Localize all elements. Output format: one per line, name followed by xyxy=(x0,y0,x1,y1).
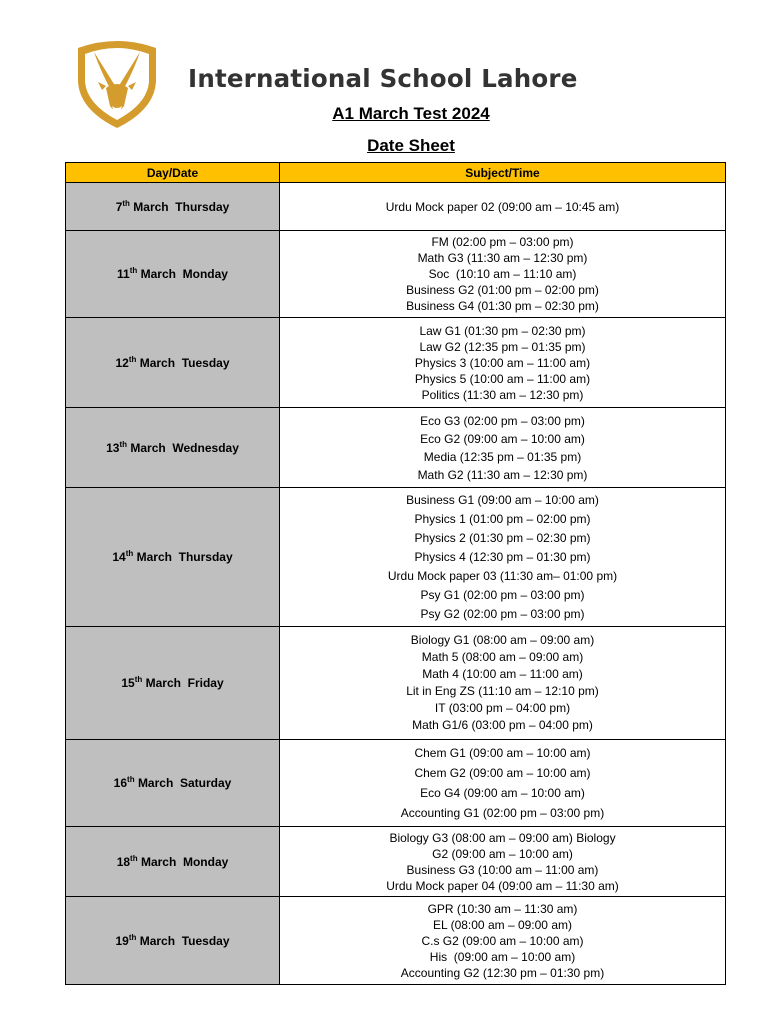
day-suffix: th xyxy=(128,932,137,942)
subject-time-cell xyxy=(280,408,726,488)
column-header-day-date: Day/Date xyxy=(66,163,280,183)
subject-time-cell xyxy=(280,183,726,231)
subject-entry: Business G3 (10:00 am – 11:00 am) xyxy=(406,862,599,877)
table-row xyxy=(66,627,726,740)
table-row xyxy=(66,318,726,408)
day-suffix: th xyxy=(130,853,138,863)
test-title: A1 March Test 2024 xyxy=(332,104,490,123)
subject-entry: Math G1/6 (03:00 pm – 04:00 pm) xyxy=(412,718,593,732)
day-month-weekday: March Tuesday xyxy=(139,933,230,948)
day-month-weekday: March Thursday xyxy=(136,550,233,564)
table-row xyxy=(66,488,726,627)
subject-entry: EL (08:00 am – 09:00 am) xyxy=(433,917,572,932)
subject-entry: Accounting G2 (12:30 pm – 01:30 pm) xyxy=(400,965,605,980)
day-number: 15 xyxy=(121,676,135,690)
table-row xyxy=(66,897,726,985)
subject-entry: Physics 1 (01:00 pm – 02:00 pm) xyxy=(414,511,591,526)
subject-entry: Math 5 (08:00 am – 09:00 am) xyxy=(421,650,584,664)
day-number: 18 xyxy=(116,854,131,869)
subject-time-cell xyxy=(280,897,726,985)
table-row xyxy=(66,740,726,827)
day-number: 19 xyxy=(115,933,129,948)
subject-entry: Soc (10:10 am – 11:10 am) xyxy=(428,267,577,281)
date-sheet-title: Date Sheet xyxy=(367,136,455,155)
table-row xyxy=(66,827,726,897)
table-header-row xyxy=(66,163,726,183)
day-number: 12 xyxy=(115,355,129,370)
school-name: International School Lahore xyxy=(188,64,578,93)
day-number: 7 xyxy=(115,199,123,214)
day-date-cell xyxy=(66,740,280,827)
table-row xyxy=(66,183,726,231)
subject-entry: Lit in Eng ZS (11:10 am – 12:10 pm) xyxy=(406,684,599,698)
day-date-cell xyxy=(66,231,280,318)
subject-time-cell xyxy=(280,740,726,827)
day-suffix: th xyxy=(129,266,138,275)
subject-entry: Business G1 (09:00 am – 10:00 am) xyxy=(406,492,599,507)
subject-entry: Physics 3 (10:00 am – 11:00 am) xyxy=(414,355,591,370)
subject-entry: Eco G2 (09:00 am – 10:00 am) xyxy=(420,431,585,446)
subject-entry: Media (12:35 pm – 01:35 pm) xyxy=(423,449,582,464)
column-header-subject-time: Subject/Time xyxy=(280,163,726,183)
subject-entry: Math 4 (10:00 am – 11:00 am) xyxy=(422,667,583,681)
subject-time-cell xyxy=(280,231,726,318)
subject-entry: His (09:00 am – 10:00 am) xyxy=(429,949,576,964)
subject-entry: Accounting G1 (02:00 pm – 03:00 pm) xyxy=(400,806,605,820)
day-suffix: th xyxy=(125,549,134,558)
subject-entry: FM (02:00 pm – 03:00 pm) xyxy=(431,235,574,249)
subject-entry: Biology G1 (08:00 am – 09:00 am) xyxy=(410,633,595,647)
subject-entry: Chem G2 (09:00 am – 10:00 am) xyxy=(414,766,591,780)
subject-entry: GPR (10:30 am – 11:30 am) xyxy=(427,901,578,916)
subject-time-cell xyxy=(280,488,726,627)
subject-entry: Business G2 (01:00 pm – 02:00 pm) xyxy=(406,283,599,297)
subject-entry: Chem G1 (09:00 am – 10:00 am) xyxy=(414,746,591,760)
day-month-weekday: March Thursday xyxy=(133,199,230,214)
day-date-cell xyxy=(66,488,280,627)
day-number: 16 xyxy=(113,776,128,790)
subject-time-cell xyxy=(280,627,726,740)
subject-entry: Business G4 (01:30 pm – 02:30 pm) xyxy=(406,299,599,313)
day-month-weekday: March Tuesday xyxy=(139,355,230,370)
day-date-cell xyxy=(66,627,280,740)
day-date-cell xyxy=(66,408,280,488)
day-date-cell xyxy=(66,318,280,408)
subject-entry: Law G2 (12:35 pm – 01:35 pm) xyxy=(419,339,586,354)
day-month-weekday: March Saturday xyxy=(137,776,232,790)
day-date-cell xyxy=(66,827,280,897)
subject-entry: Biology G3 (08:00 am – 09:00 am) Biology xyxy=(389,830,616,845)
subject-time-cell xyxy=(280,318,726,408)
subject-entry: Psy G2 (02:00 pm – 03:00 pm) xyxy=(420,606,585,621)
day-suffix: th xyxy=(122,198,130,208)
day-month-weekday: March Monday xyxy=(140,267,228,281)
day-date-cell xyxy=(66,897,280,985)
subject-entry: Physics 4 (12:30 pm – 01:30 pm) xyxy=(414,549,591,564)
day-suffix: th xyxy=(128,354,137,364)
subject-entry: C.s G2 (09:00 am – 10:00 am) xyxy=(421,933,584,948)
day-month-weekday: March Friday xyxy=(145,676,224,690)
subject-entry: Psy G1 (02:00 pm – 03:00 pm) xyxy=(420,587,585,602)
subject-entry: G2 (09:00 am – 10:00 am) xyxy=(432,846,573,861)
subject-entry: Urdu Mock paper 04 (09:00 am – 11:30 am) xyxy=(386,878,619,893)
day-suffix: th xyxy=(127,775,135,784)
day-suffix: th xyxy=(134,675,143,684)
subject-entry: Physics 5 (10:00 am – 11:00 am) xyxy=(414,371,591,386)
day-date-cell xyxy=(66,183,280,231)
date-sheet-table xyxy=(65,162,726,985)
table-row xyxy=(66,231,726,318)
subject-entry: Eco G4 (09:00 am – 10:00 am) xyxy=(420,786,585,800)
day-month-weekday: March Wednesday xyxy=(130,440,239,455)
day-month-weekday: March Monday xyxy=(140,854,229,869)
table-row xyxy=(66,408,726,488)
day-suffix: th xyxy=(119,439,128,449)
subject-entry: Urdu Mock paper 03 (11:30 am– 01:00 pm) xyxy=(387,568,618,583)
subject-entry: Urdu Mock paper 02 (09:00 am – 10:45 am) xyxy=(385,199,620,214)
subject-entry: Law G1 (01:30 pm – 02:30 pm) xyxy=(419,323,586,338)
day-number: 13 xyxy=(106,440,120,455)
subject-entry: Math G3 (11:30 am – 12:30 pm) xyxy=(417,251,588,265)
subject-entry: Eco G3 (02:00 pm – 03:00 pm) xyxy=(420,413,585,428)
day-number: 14 xyxy=(112,550,126,564)
subject-time-cell xyxy=(280,827,726,897)
subject-entry: IT (03:00 pm – 04:00 pm) xyxy=(434,701,571,715)
subject-entry: Politics (11:30 am – 12:30 pm) xyxy=(421,387,584,402)
subject-entry: Physics 2 (01:30 pm – 02:30 pm) xyxy=(414,530,591,545)
day-number: 11 xyxy=(117,267,130,281)
subject-entry: Math G2 (11:30 am – 12:30 pm) xyxy=(417,467,588,482)
